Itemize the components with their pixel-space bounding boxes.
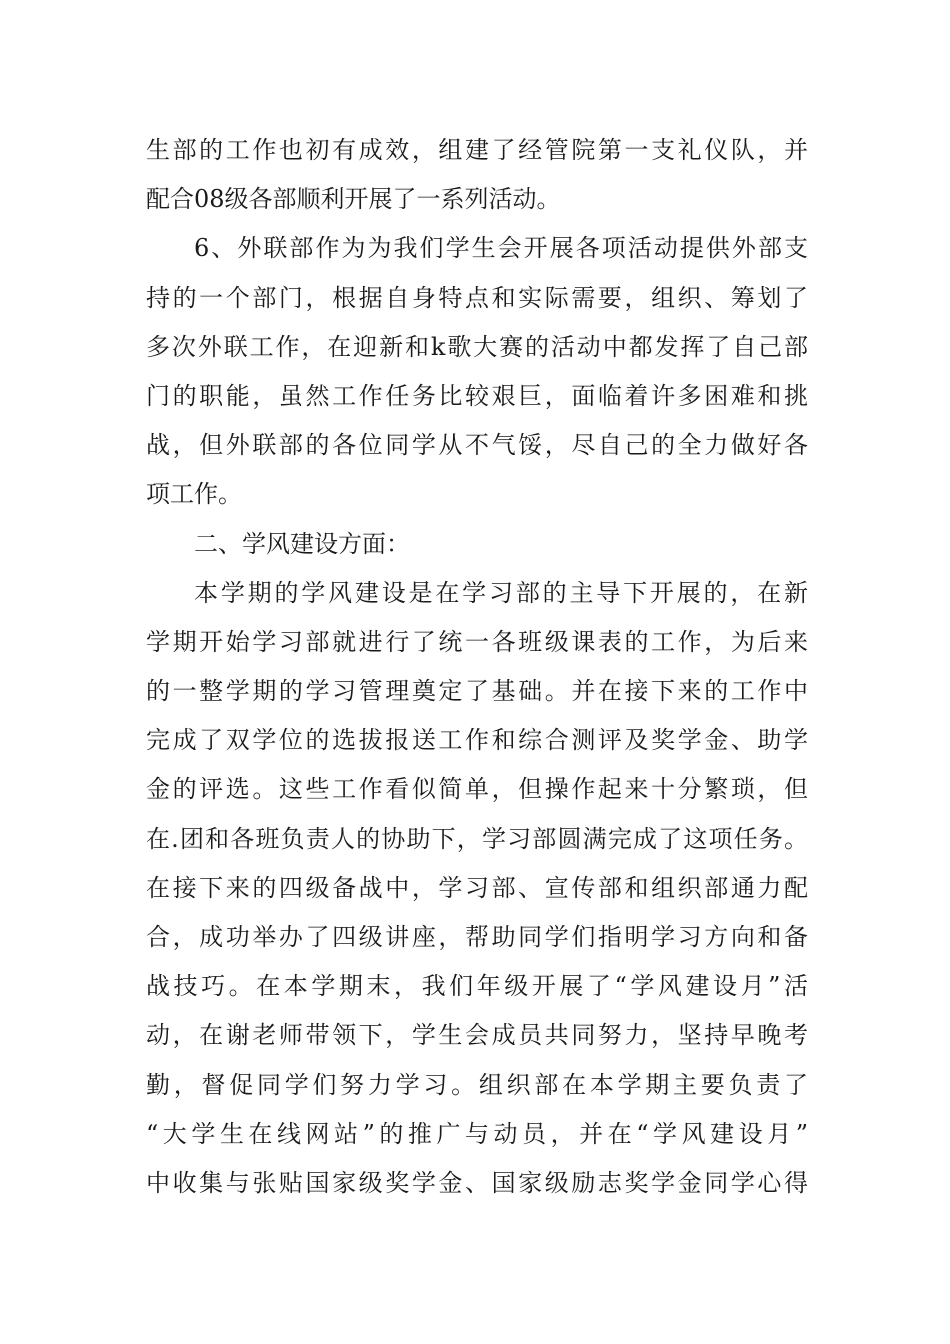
- paragraph-start-line: 6、外联部作为为我们学生会开展各项活动提供外部支: [194, 234, 808, 263]
- text-line: 完成了双学位的选拔报送工作和综合测评及奖学金、助学: [146, 726, 808, 755]
- text-line: 多次外联工作，在迎新和k歌大赛的活动中都发挥了自己部: [146, 332, 808, 361]
- text-line: 门的职能，虽然工作任务比较艰巨，面临着许多困难和挑: [146, 381, 808, 410]
- text-line: 金的评选。这些工作看似简单，但操作起来十分繁琐，但: [146, 775, 808, 804]
- section-heading: 二、学风建设方面：: [194, 529, 410, 558]
- text-line: 合，成功举办了四级讲座，帮助同学们指明学习方向和备: [146, 923, 808, 951]
- text-line: 勤，督促同学们努力学习。组织部在本学期主要负责了: [146, 1070, 808, 1099]
- text-line: 战技巧。在本学期末，我们年级开展了“学风建设月”活: [146, 972, 808, 1001]
- text-line: 学期开始学习部就进行了统一各班级课表的工作，为后来: [146, 627, 808, 656]
- text-line: 动，在谢老师带领下，学生会成员共同努力，坚持早晚考: [146, 1021, 808, 1050]
- text-line: 生部的工作也初有成效，组建了经管院第一支礼仪队，并: [146, 136, 808, 164]
- body-text: [146, 126, 808, 1208]
- text-line: 项工作。: [146, 480, 242, 509]
- text-line: 在接下来的四级备战中，学习部、宣传部和组织部通力配: [146, 873, 808, 902]
- text-line: 在.团和各班负责人的协助下，学习部圆满完成了这项任务。: [146, 824, 808, 853]
- text-line: 持的一个部门，根据自身特点和实际需要，组织、筹划了: [146, 283, 808, 312]
- text-line: 中收集与张贴国家级奖学金、国家级励志奖学金同学心得: [146, 1168, 808, 1197]
- text-line: “大学生在线网站”的推广与动员，并在“学风建设月”: [146, 1119, 808, 1148]
- text-line: 的一整学期的学习管理奠定了基础。并在接下来的工作中: [146, 677, 808, 706]
- text-line: 战，但外联部的各位同学从不气馁，尽自己的全力做好各: [146, 431, 808, 460]
- paragraph-start-line: 本学期的学风建设是在学习部的主导下开展的，在新: [194, 578, 808, 607]
- text-line: 配合08级各部顺利开展了一系列活动。: [146, 185, 561, 214]
